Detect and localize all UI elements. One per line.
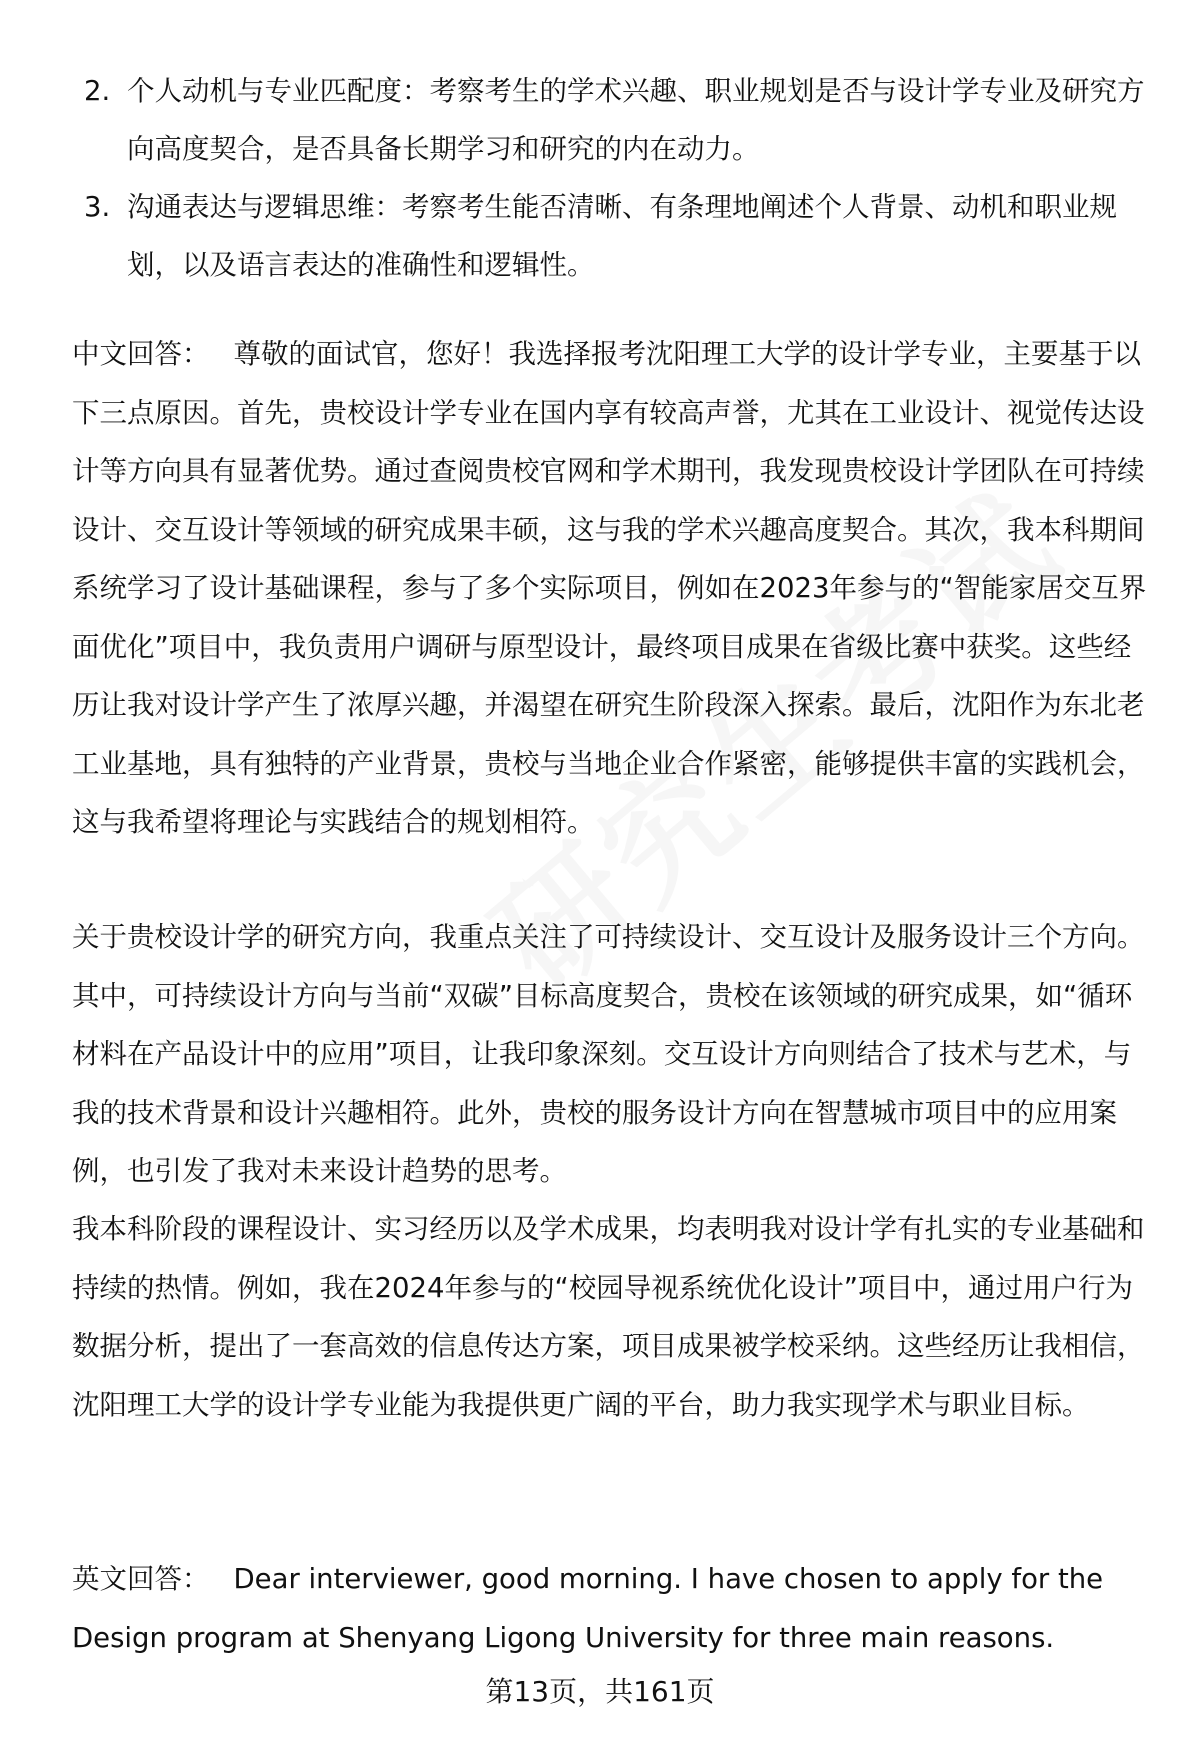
criteria-item <box>72 178 1147 294</box>
criteria-number: 2. <box>84 75 111 107</box>
chinese-answer-paragraph <box>72 325 1155 852</box>
criteria-text: 个人动机与专业匹配度：考察考生的学术兴趣、职业规划是否与设计学专业及研究方向高度契合，是否具备长期学习和研究的内在动力。 <box>127 75 1145 165</box>
chinese-answer-text: 尊敬的面试官，您好！我选择报考沈阳理工大学的设计学专业，主要基于以下三点原因。首先，贵校设计学专业在国内享有较高声誉，尤其在工业设计、视觉传达设计等方向具有显著优势。通过查阅贵校官网和学术期刊，我发现贵校设计学团队在可持续设计、交互设计等领域的研究成果丰硕，这与我的学术兴趣高度契合。其次，我本科期间系统学习了设计基础课程，参与了多个实际项目，例如在2023年参与的“智能家居交互界面优化”项目中，我负责用户调研与原型设计，最终项目成果在省级比赛中获奖。这些经历让我对设计学产生了浓厚兴趣，并渴望在研究生阶段深入探索。最后，沈阳作为东北老工业基地，具有独特的产业背景，贵校与当地企业合作紧密，能够提供丰富的实践机会，这与我希望将理论与实践结合的规划相符。 <box>72 338 1147 838</box>
english-answer-text: Dear interviewer, good morning. I have chosen to apply for the Design program at Shenyang Ligong University for three main reasons. <box>72 1563 1104 1654</box>
research-direction-paragraph: 关于贵校设计学的研究方向，我重点关注了可持续设计、交互设计及服务设计三个方向。其中，可持续设计方向与当前“双碳”目标高度契合，贵校在该领域的研究成果，如“循环材料在产品设计中的应用”项目，让我印象深刻。交互设计方向则结合了技术与艺术，与我的技术背景和设计兴趣相符。此外，贵校的服务设计方向在智慧城市项目中的应用案例，也引发了我对未来设计趋势的思考。 <box>72 921 1145 1187</box>
english-answer-label: 英文回答： <box>72 1563 210 1595</box>
english-answer-paragraph <box>72 1550 1162 1667</box>
criteria-number: 3. <box>84 191 111 223</box>
criteria-text: 沟通表达与逻辑思维：考察考生能否清晰、有条理地阐述个人背景、动机和职业规划，以及语言表达的准确性和逻辑性。 <box>127 191 1117 281</box>
criteria-list <box>72 62 1147 294</box>
criteria-item <box>72 62 1147 178</box>
page-number: 第13页，共161页 <box>485 1675 715 1708</box>
undergraduate-background-paragraph: 我本科阶段的课程设计、实习经历以及学术成果，均表明我对设计学有扎实的专业基础和持续的热情。例如，我在2024年参与的“校园导视系统优化设计”项目中，通过用户行为数据分析，提出了一套高效的信息传达方案，项目成果被学校采纳。这些经历让我相信，沈阳理工大学的设计学专业能为我提供更广阔的平台，助力我实现学术与职业目标。 <box>72 1213 1145 1421</box>
chinese-answer-label: 中文回答： <box>72 338 210 370</box>
